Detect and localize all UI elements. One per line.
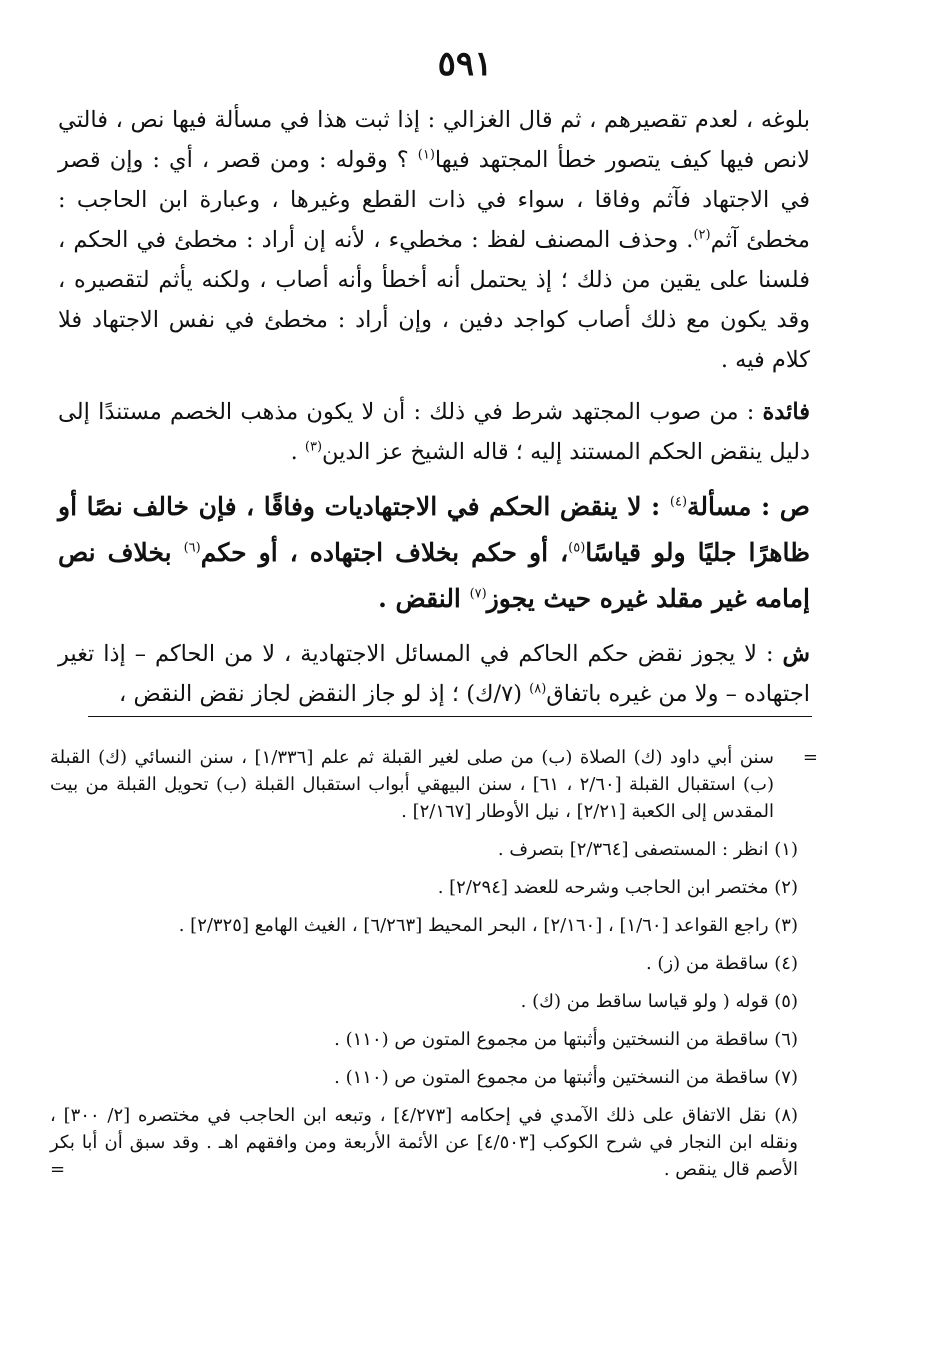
continuation-marker: =	[802, 747, 818, 768]
paragraph-1	[58, 100, 810, 380]
footnote-ref-1[interactable]: (١)	[417, 147, 435, 163]
footnote-continuation-text: سنن أبي داود (ك) الصلاة (ب) من صلى لغير القبلة ثم علم [١/٣٣٦] ، سنن النسائي (ك) القبلة (ب) استقبال القبلة [٢/٦٠ ، ٦١] ، سنن البيهقي أبواب استقبال القبلة (ب) تحويل القبلة من بيت المقدس إلى الكعبة [٢/٢١] ، نيل الأوطار [٢/١٦٧] .	[50, 747, 775, 822]
sharh-label: ش	[782, 641, 810, 667]
faida-text: : من صوب المجتهد شرط في ذلك : أن لا يكون مذهب الخصم مستندًا إلى دليل ينقض الحكم المستند إليه ؛ قاله الشيخ عز الدين	[58, 399, 810, 465]
footnote-6: (٦) ساقطة من النسختين وأثبتها من مجموع المتون ص (١١٠) .	[334, 1029, 798, 1050]
paragraph-1-text-a: بلوغه ، لعدم تقصيرهم ، ثم قال الغزالي : إذا ثبت هذا في مسألة فيها نص ، فالتي لانص فيها كيف يتصور خطأ المجتهد فيها	[58, 107, 810, 173]
footnote-ref-8[interactable]: (٨)	[529, 681, 547, 697]
footnote-2: (٢) مختصر ابن الحاجب وشرحه للعضد [٢/٢٩٤] .	[437, 877, 798, 898]
footnote-ref-5[interactable]: (٥)	[568, 540, 586, 556]
footnote-7: (٧) ساقطة من النسختين وأثبتها من مجموع المتون ص (١١٠) .	[334, 1067, 798, 1088]
page-number: ٥٩١	[437, 44, 493, 84]
footnote-8-text: (٨) نقل الاتفاق على ذلك الآمدي في إحكامه [٤/٢٧٣] ، وتبعه ابن الحاجب في مختصره [٢/ ٣٠٠] ، ونقله ابن النجار في شرح الكوكب [٤/٥٠٣] عن الأئمة الأربعة ومن وافقهم اهـ . وقد سبق أن أبا بكر الأصم قال ينقص .	[50, 1105, 799, 1180]
matn-text-c: بخلاف نص إمامه غير مقلد غيره حيث يجوز	[58, 538, 810, 613]
footnote-ref-7[interactable]: (٧)	[469, 586, 487, 602]
footnote-ref-6[interactable]: (٦)	[183, 540, 201, 556]
matn-text-a: : لا ينقض الحكم في الاجتهاديات وفاقًا ، فإن خالف نصًا أو ظاهرًا جليًا ولو قياسًا	[58, 492, 810, 567]
faida-end: .	[290, 439, 305, 465]
footnote-ref-3[interactable]: (٣)	[304, 439, 323, 455]
paragraph-1-text-c: . وحذف المصنف لفظ : مخطيء ، لأنه إن أراد : مخطئ في الحكم ، فلسنا على يقين من ذلك ؛ إذ يحتمل أنه أخطأ وأنه أصاب ، ولكنه يأثم لتقصيره ، وقد يكون مع ذلك أصاب كواجد دفين ، وإن أراد : مخطئ في نفس الاجتهاد فلا كلام فيه .	[58, 227, 810, 373]
footnote-8	[50, 1102, 818, 1183]
sharh-text-a: : لا يجوز نقض حكم الحاكم في المسائل الاجتهادية ، لا من الحاكم – إذا تغير اجتهاده – ولا من غيره باتفاق	[58, 641, 810, 707]
faida-label: فائدة	[762, 399, 810, 425]
matn-prefix: ص : مسألة	[687, 492, 810, 521]
matn-text-d: النقض .	[378, 584, 470, 613]
continuation-end-marker: =	[50, 1159, 66, 1180]
footnote-continuation	[50, 744, 818, 825]
footnote-ref-2[interactable]: (٢)	[693, 227, 711, 243]
footnote-ref-4[interactable]: (٤)	[669, 494, 688, 510]
footnotes	[50, 744, 818, 1194]
footnote-3: (٣) راجع القواعد [١/٦٠] ، [٢/١٦٠] ، البحر المحيط [٦/٢٦٣] ، الغيث الهامع [٢/٣٢٥] .	[178, 915, 798, 936]
paragraph-faida	[58, 392, 810, 472]
paragraph-matn	[58, 484, 810, 622]
footnote-1: (١) انظر : المستصفى [٢/٣٦٤] بتصرف .	[497, 839, 798, 860]
matn-text-b: ، أو حكم بخلاف اجتهاده ، أو حكم	[200, 538, 569, 567]
paragraph-sharh	[58, 634, 810, 714]
paragraph-1-text-b: ؟ وقوله : ومن قصر ، أي : وإن قصر في الاجتهاد فآثم وفاقا ، سواء في ذات القطع وغيرها ، وعبارة ابن الحاجب : مخطئ آثم	[58, 147, 810, 253]
main-text	[58, 100, 810, 714]
footnote-4: (٤) ساقطة من (ز) .	[645, 953, 798, 974]
sharh-text-b: (٧/ك) ؛ إذ لو جاز النقض لجاز نقض النقض ،	[119, 681, 530, 707]
footnote-divider	[88, 716, 812, 717]
footnote-5: (٥) قوله ( ولو قياسا ساقط من (ك) .	[520, 991, 798, 1012]
